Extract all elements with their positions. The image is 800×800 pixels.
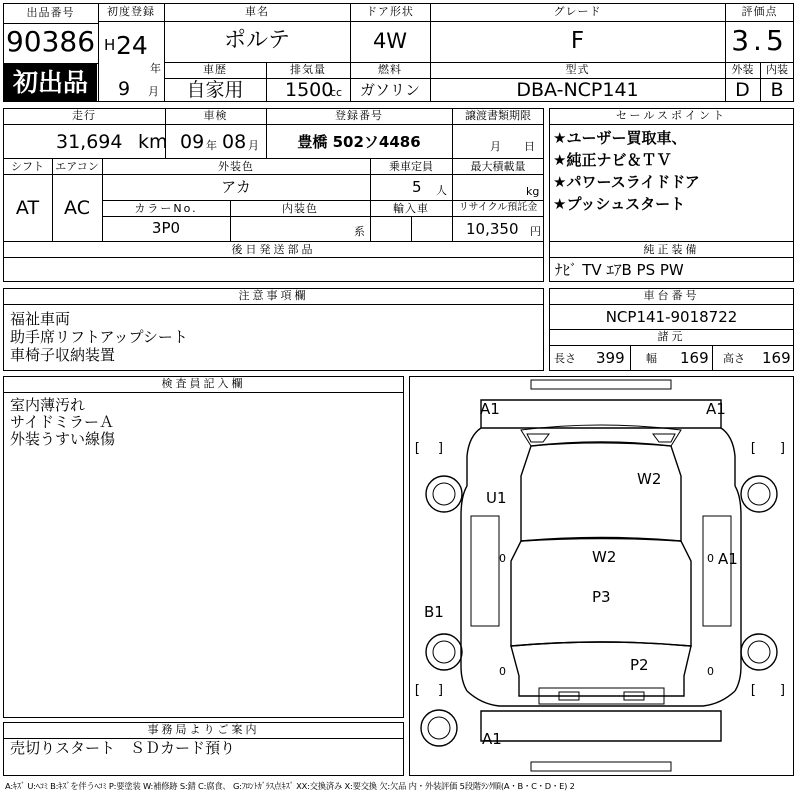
mark-a1-rear: A1	[482, 730, 502, 748]
ac: AC	[64, 197, 90, 219]
capacity-label: 乗車定員	[389, 160, 433, 173]
svg-text:[: [	[413, 683, 421, 698]
width-label: 幅	[646, 352, 657, 365]
notes-line-2: 助手席リフトアップシート	[10, 328, 188, 346]
history: 自家用	[186, 79, 244, 101]
capacity: 5	[412, 178, 422, 196]
mark-zero-left-2: 0	[499, 665, 506, 678]
svg-text:]: ]	[779, 441, 787, 456]
fuel-label: 燃料	[378, 63, 402, 76]
import-label: 輸入車	[393, 202, 429, 215]
shift-label: シフト	[11, 160, 44, 173]
later-parts-label: 後日発送部品	[231, 243, 316, 256]
mark-w2-center: W2	[592, 548, 617, 566]
length: 399	[596, 349, 625, 367]
recycle-unit: 円	[530, 225, 541, 238]
svg-text:[: [	[749, 683, 757, 698]
door-type: 4W	[372, 29, 408, 53]
first-listing-text: 初出品	[12, 68, 88, 97]
plate-number: 豊橋 502ソ4486	[297, 133, 421, 151]
year-unit: 年	[150, 62, 161, 75]
dims-label: 諸元	[657, 330, 686, 343]
mark-b1: B1	[424, 603, 444, 621]
inspector-label: 検査員記入欄	[161, 377, 246, 390]
length-label: 長さ	[554, 352, 576, 365]
fuel: ガソリン	[359, 81, 420, 99]
interior-grade: B	[770, 79, 784, 101]
notes-line-1: 福祉車両	[10, 310, 71, 328]
equipment-label: 純正装備	[643, 243, 700, 256]
mark-u1: U1	[486, 489, 507, 507]
car-outline	[409, 376, 794, 776]
plate-label: 登録番号	[335, 109, 383, 122]
sales-point-2: ★純正ナビ＆ＴＶ	[553, 151, 672, 169]
notes-label: 注意事項欄	[238, 289, 309, 302]
mark-w2-roof: W2	[637, 470, 662, 488]
mark-a1-front-right: A1	[706, 400, 726, 418]
inspection-year: 09	[180, 131, 205, 153]
displacement-unit: cc	[330, 86, 343, 99]
color-no: 3P0	[151, 219, 181, 237]
svg-text:[: [	[413, 441, 421, 456]
office-text: 売切りスタート ＳＤカード預り	[10, 739, 236, 757]
mileage: 31,694	[56, 131, 123, 153]
color-no-label: カラーNo.	[134, 202, 198, 215]
lot-number: 90386	[5, 25, 96, 58]
interior-color-unit: 系	[354, 225, 365, 238]
car-name-label: 車名	[245, 5, 269, 18]
lot-number-label: 出品番号	[26, 6, 75, 19]
sales-points-label: セールスポイント	[615, 109, 727, 122]
svg-text:]: ]	[779, 683, 787, 698]
shift: AT	[15, 197, 40, 219]
svg-text:[: [	[749, 441, 757, 456]
interior-color-label: 内装色	[282, 202, 318, 215]
color-label: 外装色	[218, 160, 254, 173]
load-label: 最大積載量	[470, 160, 526, 173]
sales-point-1: ★ユーザー買取車、	[553, 129, 687, 147]
model-label: 型式	[565, 63, 590, 76]
mark-zero-right-1: 0	[707, 552, 714, 565]
transfer-day-unit: 日	[524, 140, 535, 153]
inspector-line-2: サイドミラーＡ	[10, 413, 114, 431]
transfer-label: 譲渡書類期限	[465, 109, 531, 122]
color: アカ	[221, 178, 251, 196]
model: DBA-NCP141	[516, 79, 639, 101]
interior-label: 内装	[766, 63, 788, 76]
inspection-year-unit: 年	[206, 139, 217, 152]
mileage-label: 走行	[72, 109, 96, 122]
width: 169	[680, 349, 709, 367]
recycle-fee: 10,350	[466, 220, 519, 238]
history-label: 車歴	[203, 63, 227, 76]
sales-point-4: ★プッシュスタート	[553, 195, 686, 213]
era: H	[104, 36, 116, 54]
sales-point-3: ★パワースライドドア	[553, 173, 700, 191]
inspector-line-3: 外装うすい線傷	[10, 430, 116, 448]
svg-text:]: ]	[437, 683, 445, 698]
inspection-month-unit: 月	[248, 139, 259, 152]
inspector-line-1: 室内薄汚れ	[10, 396, 86, 414]
first-reg-label: 初度登録	[107, 5, 155, 18]
score-label: 評価点	[741, 5, 778, 18]
reg-month: 9	[118, 78, 131, 100]
office-label: 事務局よりご案内	[147, 723, 260, 736]
ac-label: エアコン	[55, 160, 99, 173]
mark-a1-right: A1	[718, 550, 738, 568]
chassis-number: NCP141-9018722	[605, 308, 738, 326]
door-label: ドア形状	[366, 5, 414, 18]
equipment-value: ﾅﾋﾞ TV ｴｱB PS PW	[555, 261, 684, 279]
height-label: 高さ	[723, 352, 745, 365]
grade: F	[570, 28, 585, 54]
transfer-month-unit: 月	[490, 140, 501, 153]
exterior-grade: D	[735, 79, 750, 101]
grade-label: グレード	[553, 5, 602, 18]
notes-line-3: 車椅子収納装置	[10, 346, 116, 364]
score: 3.5	[731, 24, 788, 57]
recycle-label: リサイクル預託金	[458, 202, 538, 213]
displacement: 1500	[285, 79, 334, 101]
legend: A:ｷｽﾞ U:ﾍｺﾐ B:ｷｽﾞを伴うﾍｺﾐ P:要塗装 W:補修跡 S:錆 C:腐食、 G:ﾌﾛﾝﾄｶﾞﾗｽ点ｷｽﾞ XX:交換済み X:要交換 欠:欠品 内・外装評価 5段階ﾗﾝｸ順(A・B・C・D・E) 2	[5, 781, 575, 791]
mark-zero-right-2: 0	[707, 665, 714, 678]
inspection-month: 08	[222, 131, 247, 153]
mark-a1-front-left: A1	[480, 400, 500, 418]
load-unit: kg	[526, 185, 540, 198]
chassis-label: 車台番号	[643, 289, 700, 302]
reg-year: 24	[116, 31, 148, 60]
displacement-label: 排気量	[290, 63, 326, 76]
month-unit: 月	[148, 85, 159, 98]
capacity-unit: 人	[436, 184, 447, 197]
mark-p2: P2	[630, 656, 649, 674]
car-name: ポルテ	[223, 28, 290, 53]
exterior-label: 外装	[731, 63, 754, 76]
mileage-unit: km	[138, 131, 168, 153]
mark-zero-left-1: 0	[499, 552, 506, 565]
height: 169	[762, 349, 791, 367]
svg-text:]: ]	[437, 441, 445, 456]
mark-p3: P3	[592, 588, 611, 606]
inspection-label: 車検	[203, 109, 228, 122]
